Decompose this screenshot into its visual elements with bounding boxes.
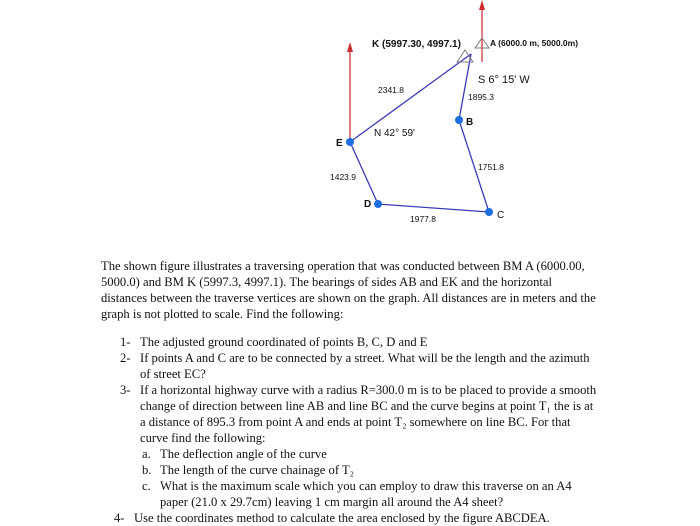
subquestion-letter: b. [142, 463, 152, 477]
question-item [120, 382, 600, 446]
subquestion-letter: c. [142, 479, 151, 493]
subquestion-item [120, 462, 600, 478]
point-E [346, 138, 354, 146]
north-arrow-west [347, 42, 353, 142]
line-CD [378, 204, 489, 212]
question-item [120, 334, 600, 350]
label-dist-DE: 1423.9 [330, 172, 356, 182]
question-number: 4- [114, 511, 125, 525]
traverse-figure [0, 0, 700, 250]
question-number: 1- [120, 335, 131, 349]
question-text: The adjusted ground coordinated of points B, C, D and E [140, 335, 428, 349]
north-arrow-east [479, 0, 485, 62]
label-B: B [466, 117, 474, 128]
label-K: K (5997.30, 4997.1) [372, 39, 461, 50]
label-C: C [497, 210, 505, 221]
label-E: E [336, 138, 343, 149]
label-D: D [364, 199, 372, 210]
subquestion-letter: a. [142, 447, 151, 461]
label-dist-AB: 1895.3 [468, 92, 494, 102]
question-number: 3- [120, 383, 131, 397]
question-text: Use the coordinates method to calculate the area enclosed by the figure ABCDEA. [134, 511, 550, 525]
subquestion-text: The length of the curve chainage of T₂ [160, 463, 355, 477]
label-A: A (6000.0 m, 5000.0m) [490, 38, 579, 48]
subquestion-item [120, 446, 600, 462]
label-dist-CD: 1977.8 [410, 214, 436, 224]
question-text: If points A and C are to be connected by a street. What will be the length and the azimuth of street EC? [140, 351, 590, 381]
line-AB [459, 54, 471, 120]
question-item [114, 510, 600, 526]
question-text: If a horizontal highway curve with a radius R=300.0 m is to be placed to provide a smooth change of direction between line AB and line BC and the curve begins at point T₁ the is at a distance of 895.3 from point A and ends at point T₂ somewhere on line BC. For that curve find the following: [140, 383, 597, 445]
point-C [485, 208, 493, 216]
subquestion-text: What is the maximum scale which you can employ to draw this traverse on an A4 paper (21.0 x 29.7cm) leaving 1 cm margin all around the A4 sheet? [160, 479, 572, 509]
label-bearing-EK: N 42° 59' [374, 128, 415, 139]
label-bearing-AB: S 6° 15' W [478, 74, 530, 86]
label-dist-EK: 2341.8 [378, 85, 404, 95]
point-B [455, 116, 463, 124]
subquestion-text: The deflection angle of the curve [160, 447, 327, 461]
subquestion-item [120, 478, 600, 510]
question-list [114, 334, 600, 526]
problem-paragraph: The shown figure illustrates a traversing operation that was conducted between BM A (6000.00, 5000.0) and BM K (5997.3, 4997.1). The bearings of sides AB and EK and the horizontal distances between the traverse vertices are shown on the graph. All distances are in meters and the graph is not plotted to scale. Find the following: [101, 259, 596, 321]
label-dist-BC: 1751.8 [478, 162, 504, 172]
point-D [374, 200, 382, 208]
question-number: 2- [120, 351, 131, 365]
question-item [120, 350, 600, 382]
